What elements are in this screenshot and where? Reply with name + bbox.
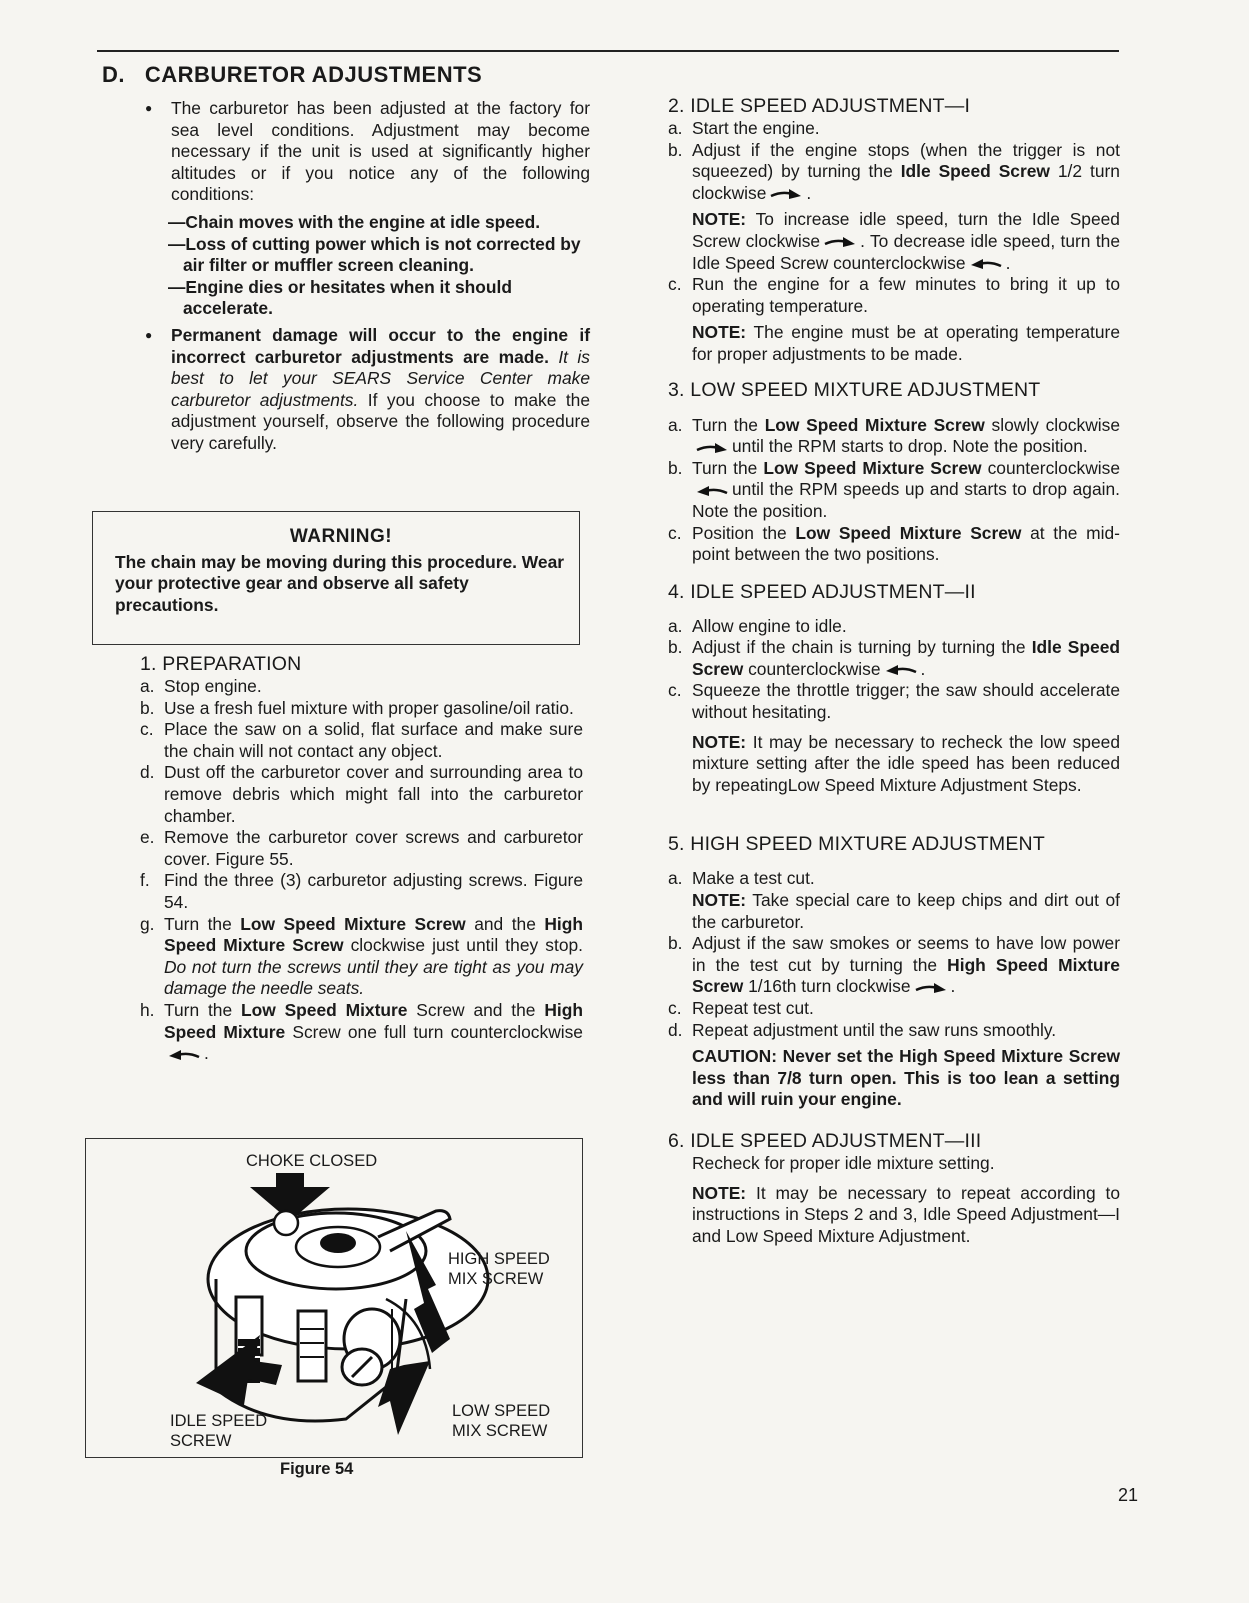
condition-item: —Loss of cutting power which is not corrected by air filter or muffler screen cleaning.	[168, 233, 581, 276]
sears-advice-text: It is best to let your SEARS Service Center make carburetor adjustments.	[171, 346, 590, 410]
warning-title: WARNING!	[289, 526, 393, 547]
intro-bullet-1: ● The carburetor has been adjusted at the factory for sea level conditions. Adjustment may become necessary if the unit is used at significantly higher altitudes or if you notice any of the following conditions:	[140, 98, 590, 206]
step3-c: c. Position the Low Speed Mixture Screw at the mid-point between the two positions.	[668, 522, 1120, 565]
clockwise-arrow-icon	[770, 188, 802, 200]
preparation-heading: 1. PREPARATION	[140, 653, 302, 675]
prep-step-h: h. Turn the Low Speed Mixture Screw and the High Speed Mixture Screw one full turn counterclockwise.	[140, 999, 583, 1064]
counterclockwise-arrow-icon	[168, 1049, 200, 1061]
step4-b: b. Adjust if the chain is turning by turning the Idle Speed Screw counterclockwise .	[668, 637, 1120, 679]
step5-c: c. Repeat test cut.	[668, 998, 814, 1018]
damage-warning-text: Permanent damage will occur to the engine if incorrect carburetor adjustments are made.	[171, 324, 590, 367]
condition-item: —Engine dies or hesitates when it should accelerate.	[168, 276, 513, 319]
low-speed-arrow-icon	[378, 1361, 430, 1435]
step2-c: c. Run the engine for a few minutes to bring it up to operating temperature.	[668, 274, 1120, 316]
figure-54	[85, 1138, 583, 1458]
prep-step-e: e. Remove the carburetor cover screws and carburetor cover. Figure 55.	[140, 827, 583, 869]
clockwise-arrow-icon	[696, 442, 728, 454]
step4-a: a. Allow engine to idle.	[668, 615, 847, 636]
section-letter: D.	[102, 62, 125, 87]
step4-c: c. Squeeze the throttle trigger; the saw should accelerate without hesitating.	[668, 680, 1120, 723]
prep-step-b: b. Use a fresh fuel mixture with proper gasoline/oil ratio.	[140, 697, 574, 718]
prep-step-g: g. Turn the Low Speed Mixture Screw and the High Speed Mixture Screw clockwise just until they stop. Do not turn the screws until they are tight as you may damage the needle seats.	[140, 913, 583, 999]
prep-step-d: d. Dust off the carburetor cover and surrounding area to remove debris which might fall into the carburetor chamber.	[140, 762, 583, 826]
counterclockwise-arrow-icon	[696, 485, 728, 497]
step5-b: b. Adjust if the saw smokes or seems to have low power in the test cut by turning the High Speed Mixture Screw 1/16th turn clockwise .	[668, 933, 1120, 997]
step3-heading: 3. LOW SPEED MIXTURE ADJUSTMENT	[668, 378, 1041, 401]
counterclockwise-arrow-icon	[885, 664, 917, 676]
right-column	[668, 94, 1120, 1247]
top-rule	[97, 50, 1119, 52]
step2-b: b. Adjust if the engine stops (when the trigger is not squeezed) by turning the Idle Speed Screw 1/2 turn clockwise .	[668, 139, 1120, 203]
condition-item: —Chain moves with the engine at idle speed.	[168, 211, 541, 232]
section-title-text: CARBURETOR ADJUSTMENTS	[144, 62, 483, 87]
step4-note: NOTE: It may be necessary to recheck the low speed mixture setting after the idle speed has been reduced by repeatingLow Speed Mixture Adjustment Steps.	[692, 731, 1120, 795]
page-number: 21	[1118, 1485, 1139, 1505]
clockwise-arrow-icon	[915, 982, 947, 994]
step2-note2: NOTE: The engine must be at operating temperature for proper adjustments to be made.	[692, 322, 1120, 364]
conditions-list	[140, 212, 590, 320]
warning-box	[92, 511, 580, 645]
step2-a: a. Start the engine.	[668, 118, 820, 138]
counterclockwise-arrow-icon	[970, 258, 1002, 270]
prep-step-c: c. Place the saw on a solid, flat surface and make sure the chain will not contact any object.	[140, 719, 583, 761]
idle-speed-label: IDLE SPEED SCREW	[170, 1412, 268, 1450]
step4-heading: 4. IDLE SPEED ADJUSTMENT—II	[668, 580, 976, 603]
step2-heading: 2. IDLE SPEED ADJUSTMENT—I	[668, 95, 971, 117]
procedure-advice-text: If you choose to make the adjustment yourself, observe the following procedure very carefully.	[171, 389, 590, 453]
step5-a: a. Make a test cut.	[668, 868, 815, 889]
high-speed-label: HIGH SPEED MIX SCREW	[448, 1250, 550, 1288]
warning-text: The chain may be moving during this procedure. Wear your protective gear and observe all safety precautions.	[115, 551, 565, 615]
figure-caption: Figure 54	[280, 1460, 354, 1478]
step3-b: b. Turn the Low Speed Mixture Screw counterclockwiseuntil the RPM speeds up and starts to drop again. Note the position.	[668, 457, 1120, 521]
intro-bullet-2	[140, 325, 590, 455]
intro-block	[140, 98, 590, 455]
section-title	[102, 62, 482, 88]
preparation-section	[140, 652, 583, 1065]
prep-step-f: f. Find the three (3) carburetor adjusting screws. Figure 54.	[140, 870, 583, 912]
step3-a: a. Turn the Low Speed Mixture Screw slowly clockwiseuntil the RPM starts to drop. Note the position.	[668, 414, 1120, 457]
step2-note1: NOTE: To increase idle speed, turn the Idle Speed Screw clockwise . To decrease idle speed, turn the Idle Speed Screw counterclockwise .	[692, 209, 1121, 273]
step5-caution: CAUTION: Never set the High Speed Mixture Screw less than 7/8 turn open. This is too lean a setting and will ruin your engine.	[692, 1046, 1120, 1110]
choke-closed-label: CHOKE CLOSED	[246, 1152, 378, 1170]
clockwise-arrow-icon	[824, 236, 856, 248]
prep-step-a: a. Stop engine.	[140, 676, 262, 696]
step6-text: Recheck for proper idle mixture setting.	[692, 1152, 995, 1173]
step5-note: NOTE: Take special care to keep chips and dirt out of the carburetor.	[692, 890, 1120, 932]
step5-d: d. Repeat adjustment until the saw runs smoothly.	[668, 1019, 1057, 1040]
low-speed-label: LOW SPEED MIX SCREW	[452, 1402, 551, 1440]
step6-note: NOTE: It may be necessary to repeat according to instructions in Steps 2 and 3, Idle Speed Adjustment—I and Low Speed Mixture Adjustment.	[692, 1182, 1120, 1246]
step6-heading: 6. IDLE SPEED ADJUSTMENT—III	[668, 1129, 982, 1152]
step5-heading: 5. HIGH SPEED MIXTURE ADJUSTMENT	[668, 833, 1045, 856]
